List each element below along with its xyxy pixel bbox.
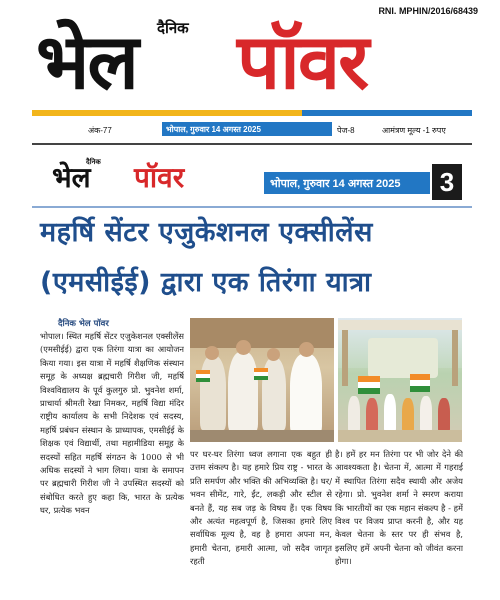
article-column-3: है। हमें हर मन तिरंगा पर भी जोर देने की आवश्यकता है। चेतना में, आत्मा में गहराई में स्थापित तिरंगा सदैव स्थायी और अजेय रहेगा। प्रो. भुवनेश शर्मा ने स्मरण कराया कि भारतीयों का एक महान संकल्प है - हमें विश्व पर विजय प्राप्त करनी है, और यह केवल चेतना के स्तर पर ही संभव है, इसलिए हमें अपनी चेतना को जीवंत करना होगा।	[335, 449, 463, 567]
photo-dignitaries-with-flags	[190, 318, 334, 442]
page-count: पेज-8	[337, 126, 355, 135]
page-header-date: भोपाल, गुरुवार 14 अगस्त 2025	[264, 172, 430, 194]
masthead	[32, 14, 472, 122]
page-header-dainik: दैनिक	[86, 158, 101, 166]
masthead-bar-yellow	[32, 110, 302, 116]
headline-line-1: महर्षि सेंटर एजुकेशनल एक्सीलेंस	[40, 217, 373, 248]
article-column-1: भोपाल। स्थित महर्षि सेंटर एजुकेशनल एक्सीलेंस (एमसीईई) द्वारा एक तिरंगा यात्रा का आयोजन किया गया। इस यात्रा में महर्षि शैक्षणिक संस्थान समूह के अध्यक्ष ब्रह्मचारी गिरीश जी, महर्षि विश्वविद्यालय के पूर्व कुलगुरु प्रो. भुवनेश शर्मा, प्राचार्या श्रीमती रेखा निमकर, महर्षि विद्या मंदिर राष्ट्रीय कार्यालय के सभी निदेशक एवं सदस्य, महर्षि प्रबंधन संस्थान के प्राध्यापक, एमसीईई के शिक्षक एवं विद्यार्थी, तथा महामीडिया समूह के सदस्यों सहित महर्षि संगठन के 1000 से भी अधिक सदस्यों ने भाग लिया। यात्रा के समापन पर ब्रह्मचारी गिरीश जी ने उपस्थित सदस्यों को संबोधित करते हुए कहा कि, भारत के प्रत्येक घर, प्रत्येक भवन	[40, 331, 184, 516]
masthead-power: पॉवर	[237, 17, 368, 106]
issue-number: अंक-77	[88, 126, 112, 135]
headline-line-2: (एमसीईई) द्वारा एक तिरंगा यात्रा	[40, 267, 372, 298]
rni-number: RNI. MPHIN/2016/68439	[378, 6, 478, 16]
page-header-power: पॉवर	[134, 161, 185, 194]
masthead-bhel: भेल	[36, 17, 137, 106]
page-header-bhel: भेल	[52, 161, 91, 194]
article-column-2: पर घर-घर तिरंगा ध्वज लगाना एक बहुत ही उत्तम संकल्प है। यह हमारे प्रिय राष्ट्र - भारत के प्रति समर्पण और भक्ति की अभिव्यक्ति है। घर/भवन सीमेंट, गारे, ईंट, लकड़ी और स्टील से बनते हैं, यह सब जड़ के विषय हैं। एक विषय और अत्यंत महत्वपूर्ण है, जिसका हमारे लिए सर्वाधिक मूल्य है, वह है हमारा अपना मन, हमारी चेतना, हमारी आत्मा, जो सदैव जागृत रहती	[190, 449, 332, 567]
byline: दैनिक भेल पॉवर	[58, 319, 109, 329]
divider	[32, 143, 472, 145]
edition-info-row	[32, 122, 472, 138]
divider	[32, 206, 472, 208]
masthead-bar-blue	[302, 110, 472, 116]
page-number: 3	[432, 164, 462, 200]
price: आमंत्रण मूल्य -1 रुपए	[382, 126, 446, 135]
photo-tiranga-yatra-procession	[338, 318, 462, 442]
masthead-dainik: दैनिक	[157, 19, 189, 37]
edition-date: भोपाल, गुरुवार 14 अगस्त 2025	[162, 122, 332, 136]
page-header	[34, 150, 464, 202]
